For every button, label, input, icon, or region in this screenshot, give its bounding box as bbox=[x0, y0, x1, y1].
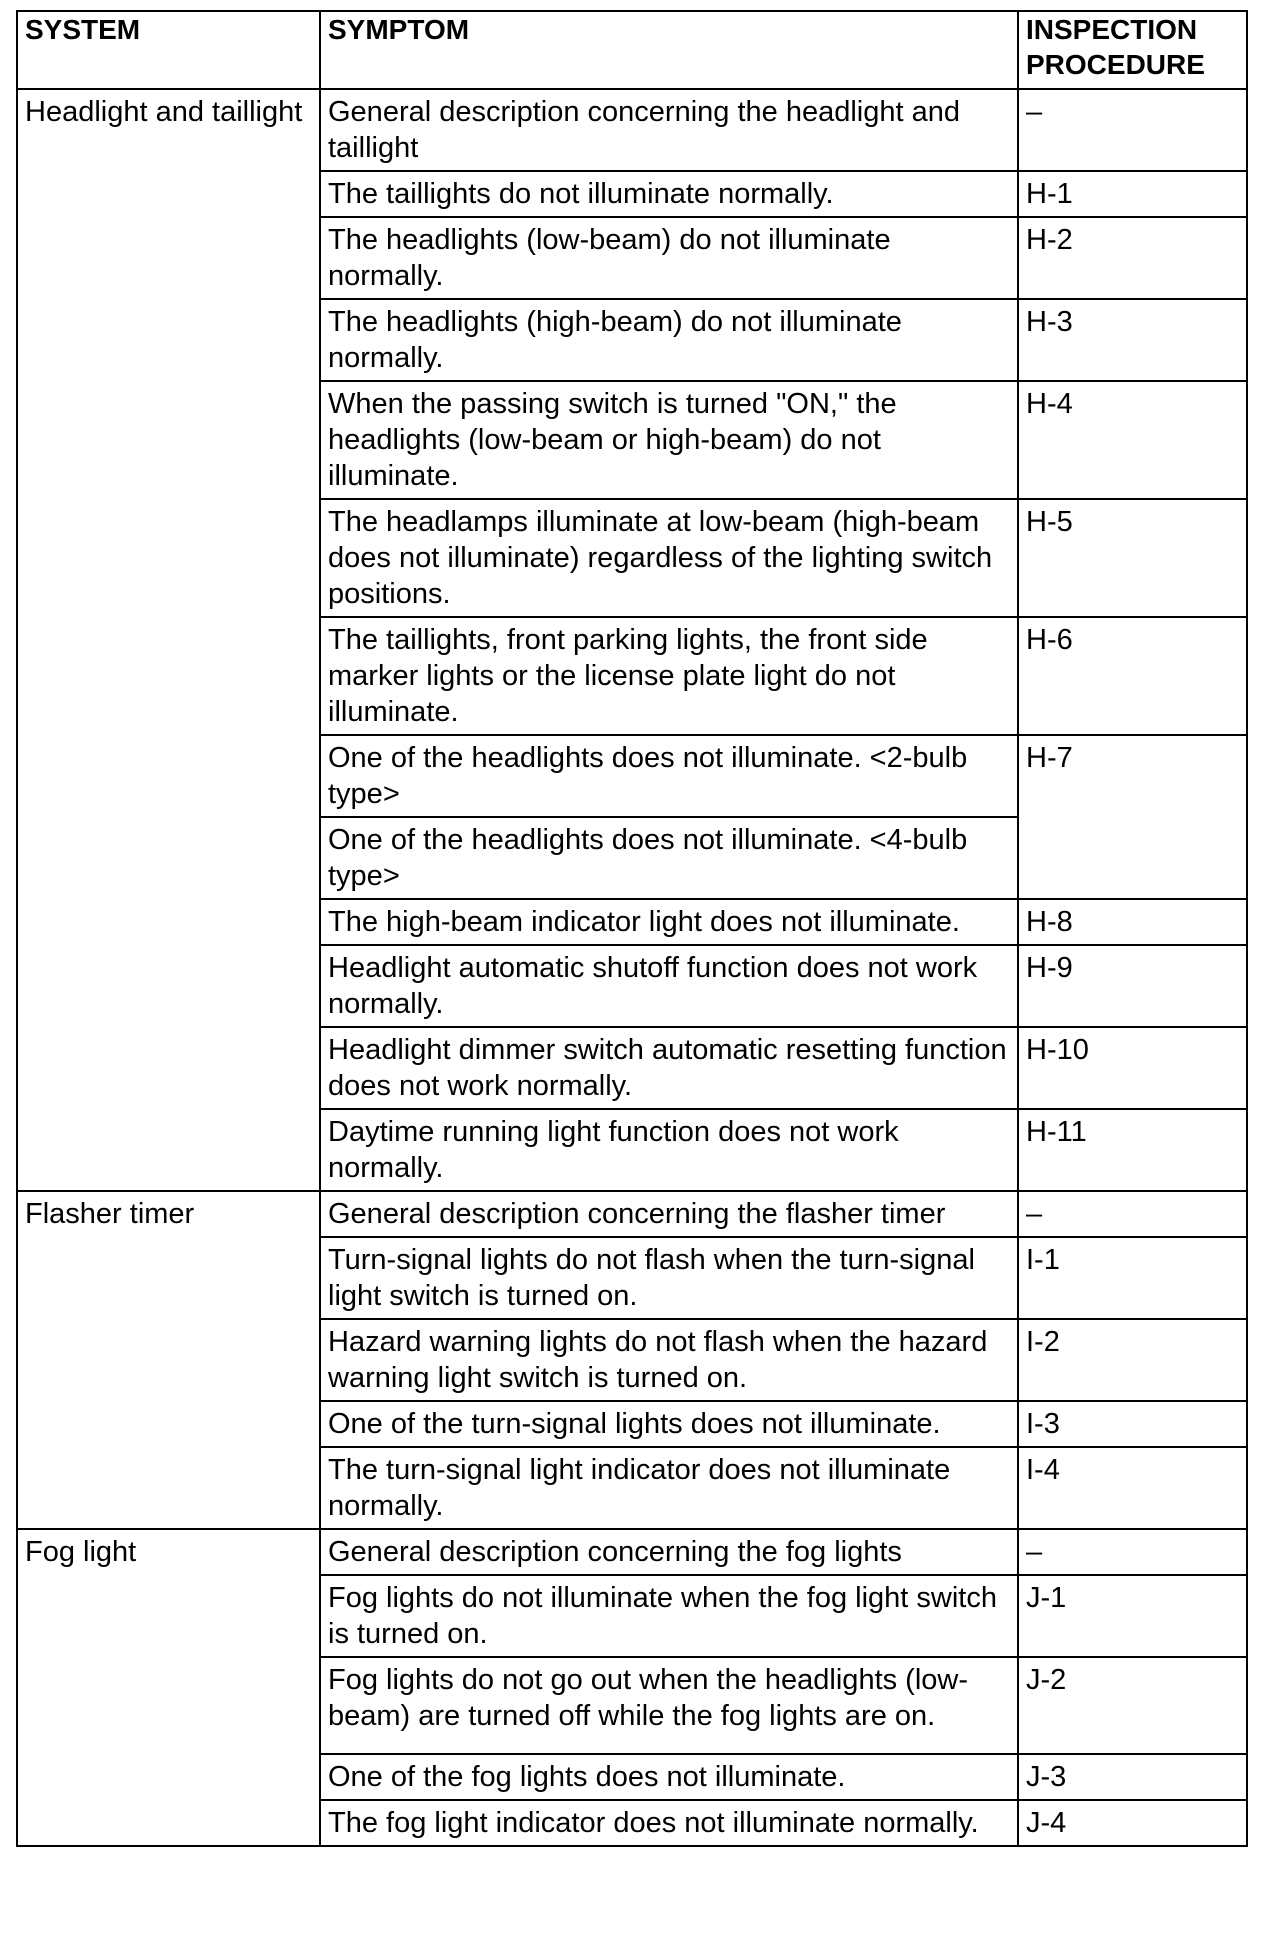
header-row bbox=[17, 11, 1247, 89]
symptom-cell: When the passing switch is turned "ON," the headlights (low-beam or high-beam) do not illuminate. bbox=[320, 381, 1018, 499]
table-body bbox=[17, 89, 1247, 1846]
header-symptom: SYMPTOM bbox=[320, 11, 1018, 89]
table-row bbox=[17, 89, 1247, 171]
procedure-cell: H-7 bbox=[1018, 735, 1247, 899]
procedure-cell: H-3 bbox=[1018, 299, 1247, 381]
procedure-cell: J-4 bbox=[1018, 1800, 1247, 1846]
inspection-table bbox=[16, 10, 1248, 1847]
table-row bbox=[17, 1529, 1247, 1575]
procedure-cell: – bbox=[1018, 1529, 1247, 1575]
procedure-cell: I-4 bbox=[1018, 1447, 1247, 1529]
symptom-cell: Turn-signal lights do not flash when the turn-signal light switch is turned on. bbox=[320, 1237, 1018, 1319]
procedure-cell: H-5 bbox=[1018, 499, 1247, 617]
symptom-cell: General description concerning the flasher timer bbox=[320, 1191, 1018, 1237]
symptom-cell: The turn-signal light indicator does not illuminate normally. bbox=[320, 1447, 1018, 1529]
header-procedure: INSPECTION PROCEDURE bbox=[1018, 11, 1247, 89]
inspection-table-container bbox=[16, 10, 1246, 1847]
system-cell: Fog light bbox=[17, 1529, 320, 1846]
symptom-cell: The headlights (low-beam) do not illuminate normally. bbox=[320, 217, 1018, 299]
symptom-cell: One of the fog lights does not illuminate. bbox=[320, 1754, 1018, 1800]
symptom-cell: One of the turn-signal lights does not illuminate. bbox=[320, 1401, 1018, 1447]
symptom-cell: General description concerning the headlight and taillight bbox=[320, 89, 1018, 171]
symptom-cell: Fog lights do not go out when the headlights (low-beam) are turned off while the fog lights are on. bbox=[320, 1657, 1018, 1754]
symptom-cell: The high-beam indicator light does not illuminate. bbox=[320, 899, 1018, 945]
symptom-cell: The taillights do not illuminate normally. bbox=[320, 171, 1018, 217]
symptom-cell: The headlights (high-beam) do not illuminate normally. bbox=[320, 299, 1018, 381]
procedure-cell: H-11 bbox=[1018, 1109, 1247, 1191]
procedure-cell: – bbox=[1018, 89, 1247, 171]
symptom-cell: The taillights, front parking lights, the front side marker lights or the license plate light do not illuminate. bbox=[320, 617, 1018, 735]
procedure-cell: J-3 bbox=[1018, 1754, 1247, 1800]
procedure-cell: J-2 bbox=[1018, 1657, 1247, 1754]
header-system: SYSTEM bbox=[17, 11, 320, 89]
procedure-cell: H-4 bbox=[1018, 381, 1247, 499]
procedure-cell: H-9 bbox=[1018, 945, 1247, 1027]
symptom-cell: Daytime running light function does not work normally. bbox=[320, 1109, 1018, 1191]
procedure-cell: J-1 bbox=[1018, 1575, 1247, 1657]
procedure-cell: – bbox=[1018, 1191, 1247, 1237]
symptom-cell: Hazard warning lights do not flash when the hazard warning light switch is turned on. bbox=[320, 1319, 1018, 1401]
procedure-cell: H-8 bbox=[1018, 899, 1247, 945]
symptom-cell: One of the headlights does not illuminate. <2-bulb type> bbox=[320, 735, 1018, 817]
table-row bbox=[17, 1191, 1247, 1237]
procedure-cell: H-10 bbox=[1018, 1027, 1247, 1109]
system-cell: Flasher timer bbox=[17, 1191, 320, 1529]
procedure-cell: I-3 bbox=[1018, 1401, 1247, 1447]
procedure-cell: H-2 bbox=[1018, 217, 1247, 299]
symptom-cell: The fog light indicator does not illuminate normally. bbox=[320, 1800, 1018, 1846]
procedure-cell: H-1 bbox=[1018, 171, 1247, 217]
procedure-cell: I-1 bbox=[1018, 1237, 1247, 1319]
symptom-cell: Fog lights do not illuminate when the fog light switch is turned on. bbox=[320, 1575, 1018, 1657]
symptom-cell: The headlamps illuminate at low-beam (high-beam does not illuminate) regardless of the lighting switch positions. bbox=[320, 499, 1018, 617]
symptom-cell: One of the headlights does not illuminate. <4-bulb type> bbox=[320, 817, 1018, 899]
symptom-cell: Headlight dimmer switch automatic resetting function does not work normally. bbox=[320, 1027, 1018, 1109]
system-cell: Headlight and taillight bbox=[17, 89, 320, 1191]
procedure-cell: H-6 bbox=[1018, 617, 1247, 735]
symptom-cell: Headlight automatic shutoff function does not work normally. bbox=[320, 945, 1018, 1027]
procedure-cell: I-2 bbox=[1018, 1319, 1247, 1401]
symptom-cell: General description concerning the fog lights bbox=[320, 1529, 1018, 1575]
